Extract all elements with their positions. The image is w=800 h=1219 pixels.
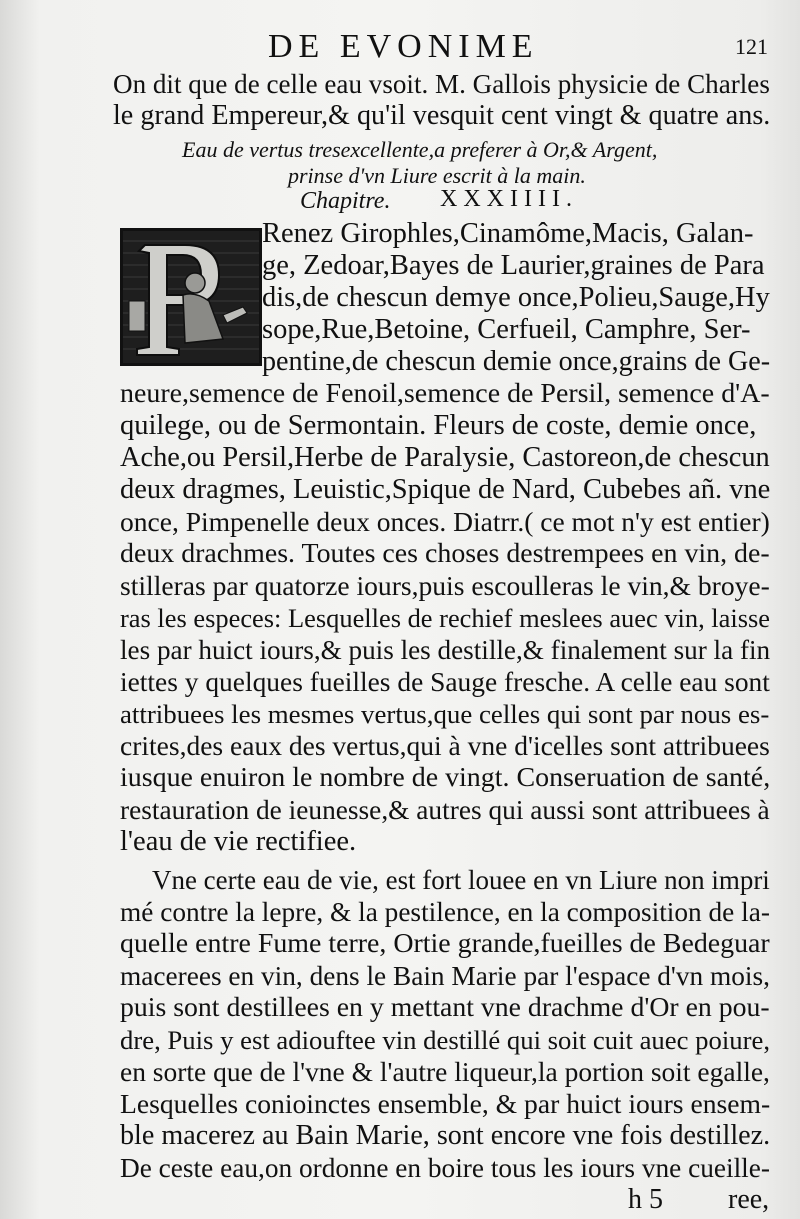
body-line: quelle entre Fume terre, Ortie grande,fueilles de Bedeguar [120,928,770,959]
body-line: Vne certe eau de vie, est fort louee en vn Liure non impri [152,865,770,895]
chapter-number: XXXIIII. [440,186,578,212]
body-line: en sorte que de l'vne & l'autre liqueur,la portion soit egalle, [120,1057,770,1087]
body-line: sope,Rue,Betoine, Cerfueil, Camphre, Ser- [262,314,751,345]
body-line: deux drachmes. Toutes ces choses destrempees en vin, de- [120,538,770,569]
running-title: DE EVONIME [268,28,539,65]
body-line: mé contre la lepre, & la pestilence, en la composition de la- [120,897,770,927]
page-number: 121 [735,34,768,59]
body-line: crites,des eaux des vertus,qui à vne d'icelles sont attribuees [120,730,770,761]
body-line: Lesquelles conioinctes ensemble, & par huict iours ensem- [120,1088,771,1119]
intro-line: On dit que de celle eau vsoit. M. Gallois physicie de Charles [113,69,770,99]
body-line: pentine,de chescun demie once,grains de Ge- [262,346,771,377]
body-line: ras les especes: Lesquelles de rechief meslees auec vin, laisse [120,603,770,633]
body-line: once, Pimpenelle deux onces. Diatrr.( ce mot n'y est entier) [120,506,770,537]
chapter-label: Chapitre. [300,188,391,214]
drop-cap-woodcut [120,228,262,366]
body-line: dis,de chescun demye once,Polieu,Sauge,Hy [262,282,770,313]
body-line: neure,semence de Fenoil,semence de Persil, semence d'A- [120,378,770,409]
body-line: dre, Puis y est adiouftee vin destillé qui soit cuit auec poiure, [120,1025,770,1055]
section-title-line: prinse d'vn Liure escrit à la main. [288,163,586,188]
body-line: ge, Zedoar,Bayes de Laurier,graines de Para [262,250,765,281]
body-line: quilege, ou de Sermontain. Fleurs de coste, demie once, [120,410,757,441]
body-line: Ache,ou Persil,Herbe de Paralysie, Castoreon,de chescun [120,442,770,473]
body-line: l'eau de vie rectifiee. [120,826,357,857]
body-line: Renez Girophles,Cinamôme,Macis, Galan- [262,218,754,249]
drop-cap-illustration [123,231,259,363]
signature-mark: h 5 [628,1184,663,1215]
body-line: deux dragmes, Leuistic,Spique de Nard, Cubebes añ. vne [120,474,771,505]
body-line: iusque enuiron le nombre de vingt. Conseruation de santé, [120,762,771,793]
body-line: stilleras par quatorze iours,puis escoulleras le vin,& broye- [120,570,770,601]
body-line: puis sont destillees en y mettant vne drachme d'Or en pou- [120,992,770,1023]
body-line: iettes y quelques fueilles de Sauge fresche. A celle eau sont [120,667,770,697]
page-header [0,28,800,68]
body-line: ble macerez au Bain Marie, sont encore vne fois destillez. [120,1120,771,1151]
body-line: De ceste eau,on ordonne en boire tous les iours vne cueille- [120,1153,770,1183]
body-line: restauration de ieunesse,& autres qui aussi sont attribuees à [120,795,770,825]
body-line: les par huict iours,& puis les destille,& finalement sur la fin [120,635,771,665]
body-line: macerees en vin, dens le Bain Marie par l'espace d'vn mois, [120,961,770,991]
catchword: ree, [728,1184,770,1215]
intro-line: le grand Empereur,& qu'il vesquit cent vingt & quatre ans. [113,100,771,131]
body-line: attribuees les mesmes vertus,que celles qui sont par nous es- [120,699,770,729]
section-title-line: Eau de vertus tresexcellente,a preferer à Or,& Argent, [182,137,658,162]
